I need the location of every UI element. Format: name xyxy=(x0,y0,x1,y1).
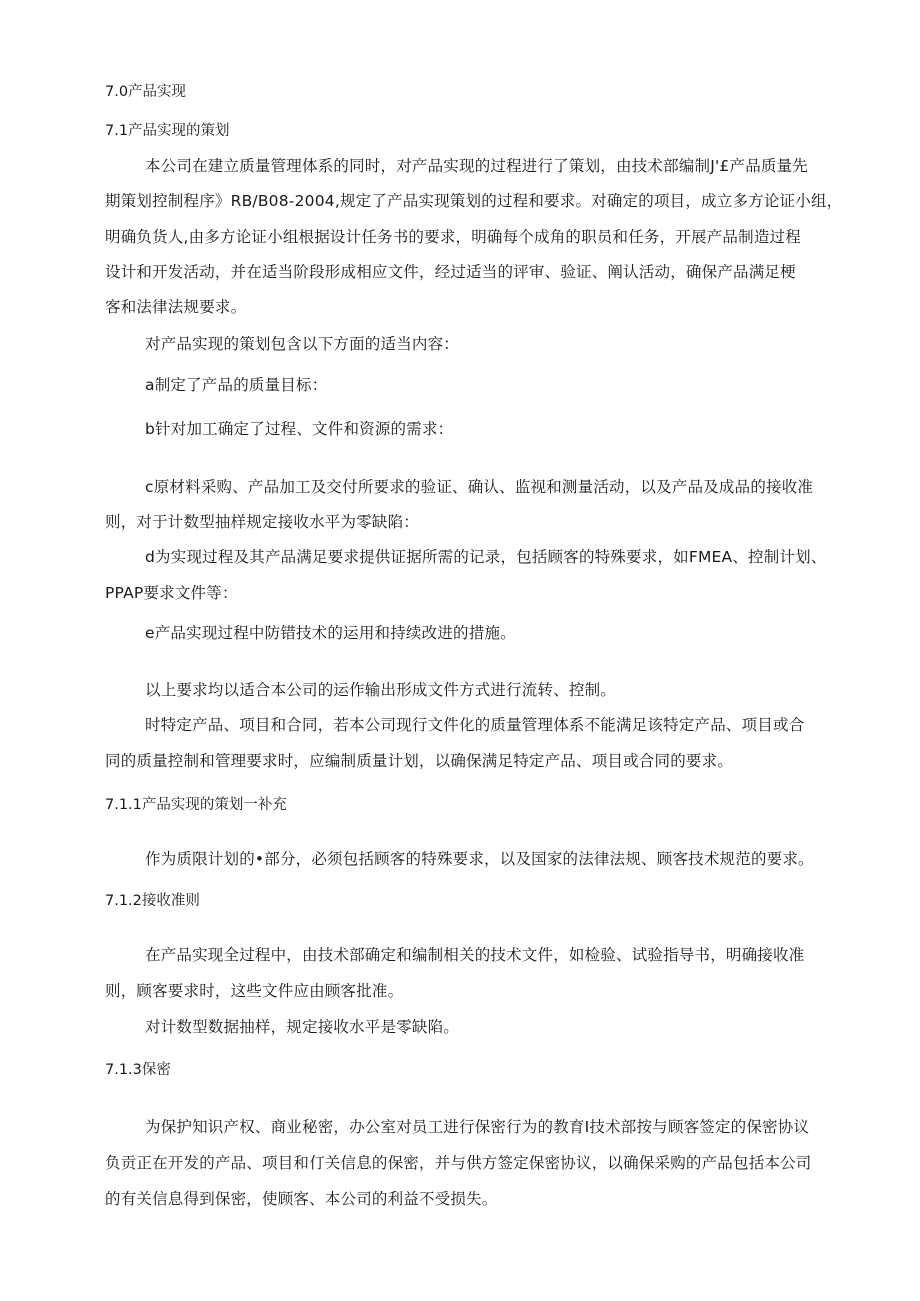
paragraph-line: 期策划控制程序》RB/B08-2004,规定了产品实现策划的过程和要求。对确定的项目，成立多方论证小组， xyxy=(105,192,843,210)
paragraph-line: 的有关信息得到保密，使顾客、本公司的利益不受损失。 xyxy=(105,1190,498,1208)
list-item-b: b针对加工确定了过程、文件和资源的需求： xyxy=(145,420,454,438)
list-item-c-cont: 则，对于计数型抽样规定接收水平为零缺陷： xyxy=(105,513,420,531)
paragraph-line: 负贡正在开发的产品、项目和仃关信息的保密，并与供方签定保密协议，以确保采购的产品包括本公司 xyxy=(105,1154,812,1172)
paragraph-line: 设计和开发活动，并在适当阶段形成相应文件，经过适当的评审、验证、阐认活动，确保产品满足梗 xyxy=(105,263,796,281)
list-item-d-cont: PPAP要求文件等： xyxy=(105,584,238,602)
section-heading-7-0: 7.0产品实现 xyxy=(105,84,187,100)
paragraph-line: 时特定产品、项目和合同，若本公司现行文件化的质量管理体系不能满足该特定产品、项目或合 xyxy=(145,716,805,734)
list-item-c: c原材料采购、产品加工及交付所要求的验证、确认、监视和测量活动，以及产品及成品的接收准 xyxy=(145,478,814,496)
list-item-d: d为实现过程及其产品满足要求提供证据所需的记录，包括顾客的特殊要求，如FMEA、控制计划、 xyxy=(145,548,827,566)
section-heading-7-1: 7.1产品实现的策划 xyxy=(105,123,230,139)
list-item-e: e产品实现过程中防错技术的运用和持续改进的措施。 xyxy=(145,624,516,642)
paragraph-line: 对产品实现的策划包含以下方面的适当内容： xyxy=(145,335,460,353)
paragraph-line: 在产品实现全过程中，由技术部确定和编制相关的技术文件，如检验、试验指导书，明确接收准 xyxy=(145,946,805,964)
paragraph-line: 以上要求均以适合本公司的运作输出形成文件方式进行流转、控制。 xyxy=(145,681,617,699)
paragraph-line: 则，顾客要求时，这些文件应由顾客批准。 xyxy=(105,982,404,1000)
section-heading-7-1-3: 7.1.3保密 xyxy=(105,1062,171,1078)
section-heading-7-1-1: 7.1.1产品实现的策划一补充 xyxy=(105,797,287,813)
paragraph-line: 客和法律法规要求。 xyxy=(105,298,247,316)
paragraph-line: 本公司在建立质量管理体系的同时，对产品实现的过程进行了策划，由技术部编制J'£产品质量先 xyxy=(145,157,808,175)
list-item-a: a制定了产品的质量目标： xyxy=(145,376,328,394)
paragraph-line: 同的质量控制和管理要求时，应编制质量计划，以确保满足特定产品、项目或合同的要求。 xyxy=(105,752,734,770)
paragraph-line: 为保护知识产权、商业秘密，办公室对员工进行保密行为的教育I技术部按与顾客签定的保密协议 xyxy=(145,1118,810,1136)
paragraph-line: 作为质限计划的•部分，必须包括顾客的特殊要求，以及国家的法律法规、顾客技术规范的要求。 xyxy=(145,850,814,868)
paragraph-line: 对计数型数据抽样，规定接收水平是零缺陷。 xyxy=(145,1018,460,1036)
paragraph-line: 明确负货人,由多方论证小组根据设计任务书的要求，明确每个成角的职员和任务，开展产品制造过程 xyxy=(105,228,801,246)
section-heading-7-1-2: 7.1.2接收准则 xyxy=(105,893,200,909)
